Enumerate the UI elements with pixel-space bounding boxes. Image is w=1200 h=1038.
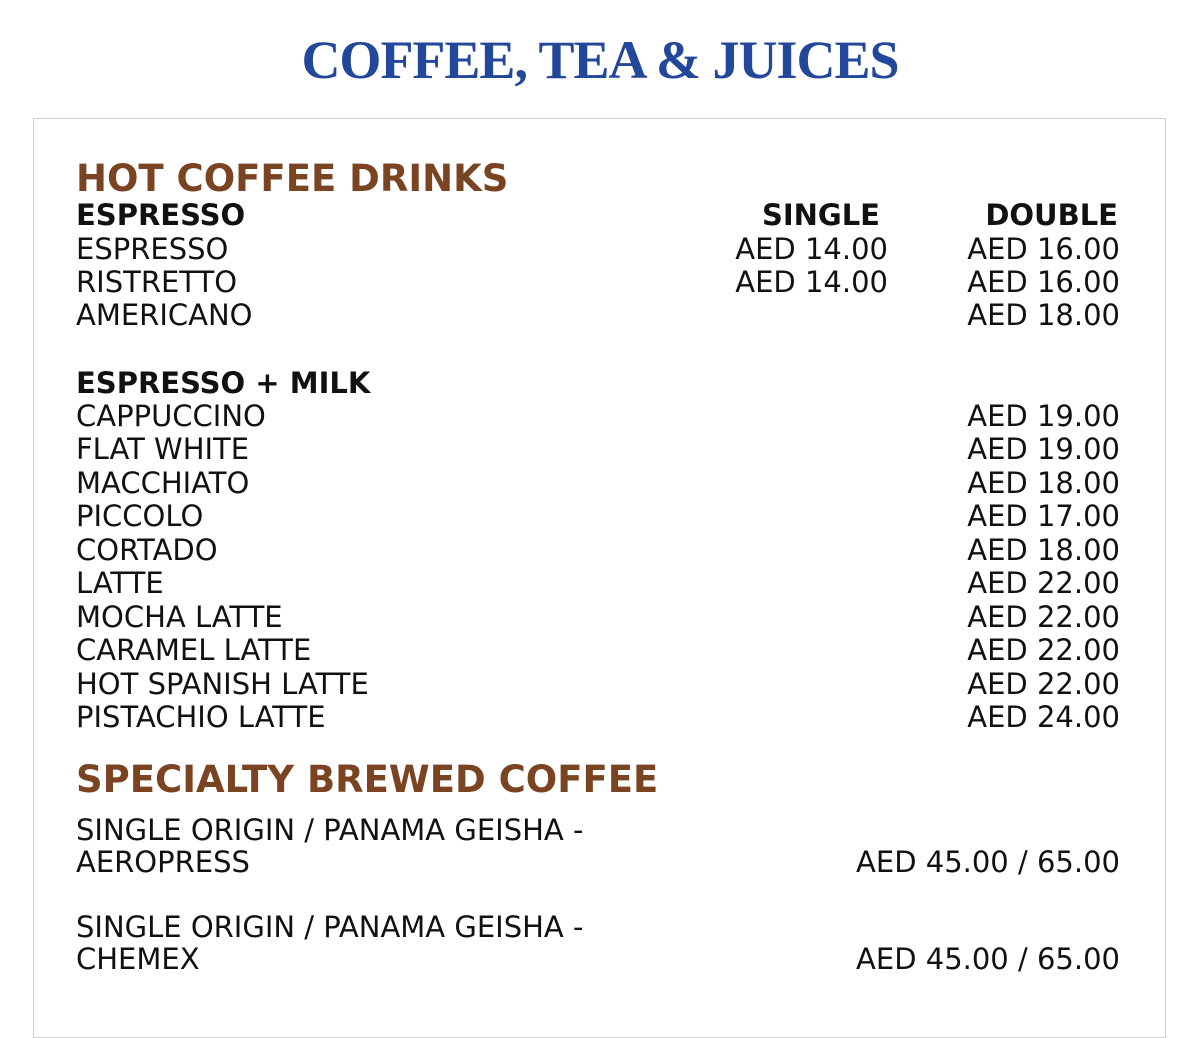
item-name: AMERICANO — [76, 298, 253, 332]
item-name: CARAMEL LATTE — [76, 633, 312, 667]
menu-item-row — [76, 232, 1124, 266]
menu-item-name-line — [76, 910, 1124, 944]
section-heading-specialty: SPECIALTY BREWED COFFEE — [76, 758, 659, 801]
item-price: AED 18.00 — [967, 533, 1120, 567]
section-heading-hot-coffee: HOT COFFEE DRINKS — [76, 157, 509, 200]
item-name-line1: SINGLE ORIGIN / PANAMA GEISHA - — [76, 910, 584, 944]
item-name: MACCHIATO — [76, 466, 250, 500]
espresso-group-header — [76, 198, 1124, 232]
item-price: AED 18.00 — [967, 466, 1120, 500]
item-price: AED 22.00 — [967, 600, 1120, 634]
item-price: AED 24.00 — [967, 700, 1120, 734]
menu-item-row — [76, 942, 1124, 976]
item-name-line1: SINGLE ORIGIN / PANAMA GEISHA - — [76, 813, 584, 847]
item-price-single: AED 14.00 — [735, 232, 888, 266]
item-price: AED 22.00 — [967, 633, 1120, 667]
menu-item-row — [76, 499, 1124, 533]
menu-item-row — [76, 566, 1124, 600]
item-price-double: AED 16.00 — [967, 232, 1120, 266]
menu-item-row — [76, 845, 1124, 879]
item-name: RISTRETTO — [76, 265, 238, 299]
item-name: PISTACHIO LATTE — [76, 700, 326, 734]
menu-item-row — [76, 265, 1124, 299]
item-name: MOCHA LATTE — [76, 600, 283, 634]
item-name: PICCOLO — [76, 499, 204, 533]
item-name-line2: AEROPRESS — [76, 845, 250, 879]
menu-item-row — [76, 700, 1124, 734]
menu-item-row — [76, 466, 1124, 500]
item-price: AED 19.00 — [967, 432, 1120, 466]
menu-item-name-line — [76, 813, 1124, 847]
milk-group-header — [76, 366, 1124, 400]
menu-item-row — [76, 533, 1124, 567]
menu-item-row — [76, 432, 1124, 466]
group-label-espresso: ESPRESSO — [76, 198, 246, 232]
item-price-double: AED 18.00 — [967, 298, 1120, 332]
item-price: AED 19.00 — [967, 399, 1120, 433]
group-label-espresso-milk: ESPRESSO + MILK — [76, 366, 371, 400]
menu-item-row — [76, 298, 1124, 332]
item-price-double: AED 16.00 — [967, 265, 1120, 299]
item-name: CAPPUCCINO — [76, 399, 266, 433]
menu-item-row — [76, 399, 1124, 433]
item-price: AED 22.00 — [967, 566, 1120, 600]
item-price-single: AED 14.00 — [735, 265, 888, 299]
column-header-single: SINGLE — [761, 198, 880, 232]
menu-item-row — [76, 667, 1124, 701]
item-price: AED 45.00 / 65.00 — [856, 845, 1120, 879]
item-name: HOT SPANISH LATTE — [76, 667, 369, 701]
item-price: AED 22.00 — [967, 667, 1120, 701]
column-header-double: DOUBLE — [985, 198, 1118, 232]
item-price: AED 17.00 — [967, 499, 1120, 533]
menu-item-row — [76, 600, 1124, 634]
item-name: ESPRESSO — [76, 232, 229, 266]
item-name: CORTADO — [76, 533, 218, 567]
menu-item-row — [76, 633, 1124, 667]
item-name: LATTE — [76, 566, 164, 600]
item-name-line2: CHEMEX — [76, 942, 200, 976]
item-price: AED 45.00 / 65.00 — [856, 942, 1120, 976]
item-name: FLAT WHITE — [76, 432, 250, 466]
page-title: COFFEE, TEA & JUICES — [301, 30, 899, 90]
